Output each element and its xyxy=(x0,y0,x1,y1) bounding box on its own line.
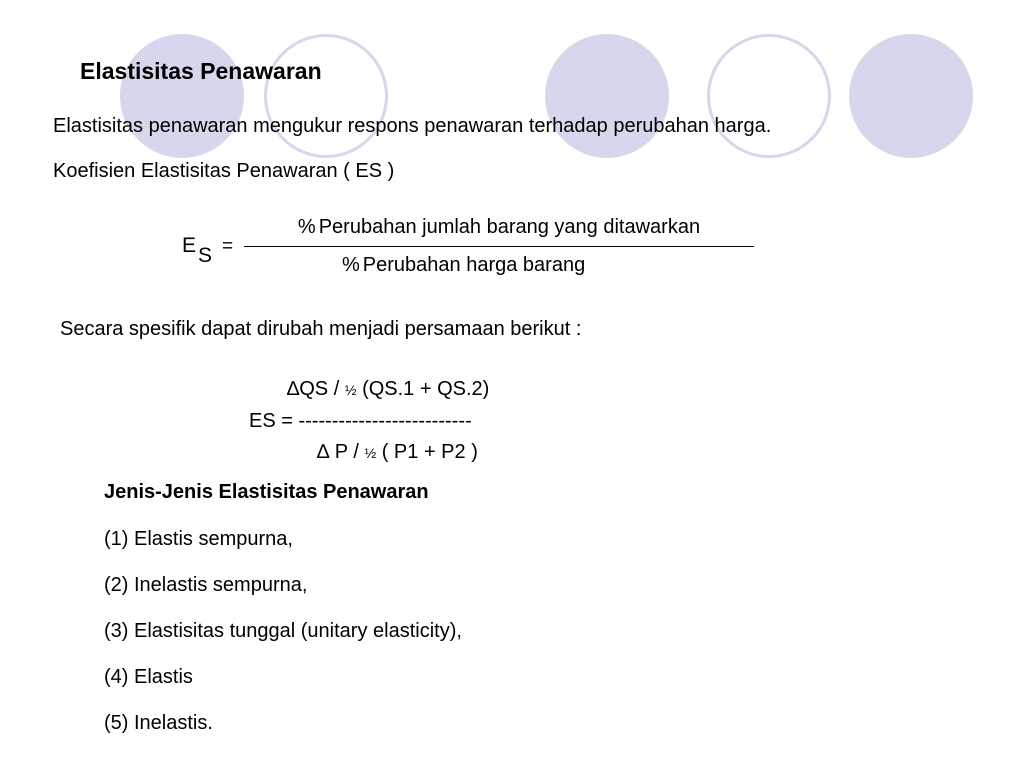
decor-circle-1 xyxy=(120,34,244,158)
formula-denominator xyxy=(342,254,585,277)
formula-numerator xyxy=(246,216,752,239)
delta-symbol: ∆ xyxy=(287,378,300,400)
delta-symbol: ∆ xyxy=(317,441,330,463)
decor-circle-4 xyxy=(707,34,831,158)
type-item: (1) Elastis sempurna, xyxy=(104,528,293,550)
arc-formula-line-2: ES = -------------------------- xyxy=(249,410,472,432)
denominator-text: Perubahan harga barang xyxy=(362,254,586,276)
decor-circle-5 xyxy=(849,34,973,158)
type-item: (3) Elastisitas tunggal (unitary elasticity), xyxy=(104,620,462,642)
half-symbol: ½ xyxy=(364,445,377,461)
arc-line1-a: QS / xyxy=(299,378,345,400)
arc-line3-b: ( P1 + P2 ) xyxy=(376,441,478,463)
decor-circle-3 xyxy=(545,34,669,158)
type-item: (4) Elastis xyxy=(104,666,193,688)
formula-lhs-subscript: S xyxy=(198,244,213,267)
arc-line1-b: (QS.1 + QS.2) xyxy=(356,378,490,400)
decor-circle-2 xyxy=(264,34,388,158)
type-item: (5) Inelastis. xyxy=(104,712,213,734)
numerator-text: Perubahan jumlah barang yang ditawarkan xyxy=(318,216,701,238)
arc-line3-a: P / xyxy=(329,441,365,463)
formula-lhs-symbol: E xyxy=(182,234,197,257)
types-heading: Jenis-Jenis Elastisitas Penawaran xyxy=(104,481,429,503)
arc-formula-line-1 xyxy=(287,378,489,401)
specific-text: Secara spesifik dapat dirubah menjadi persamaan berikut : xyxy=(60,318,582,340)
intro-text: Elastisitas penawaran mengukur respons penawaran terhadap perubahan harga. xyxy=(53,115,772,137)
numerator-percent: % xyxy=(297,216,316,238)
half-symbol: ½ xyxy=(344,382,357,398)
slide-title: Elastisitas Penawaran xyxy=(80,58,322,84)
formula-equals: = xyxy=(222,236,234,257)
elasticity-formula xyxy=(180,214,760,284)
arc-formula-line-3 xyxy=(317,441,478,464)
type-item: (2) Inelastis sempurna, xyxy=(104,574,308,596)
denominator-percent: % xyxy=(342,254,360,276)
coefficient-label: Koefisien Elastisitas Penawaran ( ES ) xyxy=(53,160,395,182)
fraction-bar xyxy=(244,246,754,247)
